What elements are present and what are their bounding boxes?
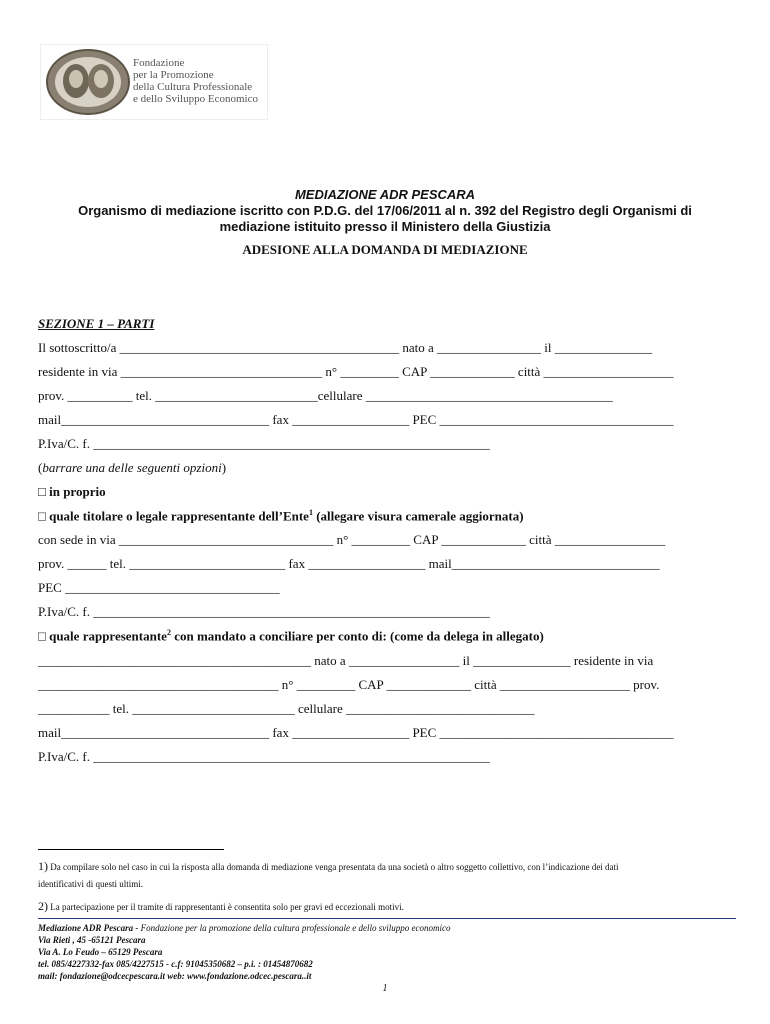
field-line-rep-address[interactable]: _____________________________________ n° _________ CAP _____________ città ____________________ prov. <box>38 677 660 692</box>
footer-contacts: tel. 085/4227332-fax 085/4227515 - c.f: 91045350682 – p.i. : 01454870682 <box>38 959 313 969</box>
option-legal-representative-note: (allegare visura camerale aggiornata) <box>312 508 524 524</box>
field-line-address[interactable]: residente in via _______________________________ n° _________ CAP _____________ città ____________________ <box>38 364 674 379</box>
footer-web: mail: fondazione@odcecpescara.it web: www.fondazione.odcec.pescara..it <box>38 971 312 981</box>
logo-text <box>133 57 258 105</box>
field-line-ente-address[interactable]: con sede in via _________________________________ n° _________ CAP _____________ città _________________ <box>38 532 666 547</box>
document-subtitle-2: mediazione istituito presso il Ministero della Giustizia <box>219 219 551 234</box>
field-line-vat[interactable]: P.Iva/C. f. _____________________________________________________________ <box>38 436 490 451</box>
footnote-1-text: Da compilare solo nel caso in cui la risposta alla domanda di mediazione venga presentata da una società o altro soggetto collettivo, con l’indicazione dei dati <box>48 862 619 872</box>
document-subtitle-1: Organismo di mediazione iscritto con P.D.G. del 17/06/2011 al n. 392 del Registro degli Organismi di <box>78 203 692 218</box>
option-legal-representative-checkbox[interactable] <box>38 508 524 524</box>
field-line-rep-vat[interactable]: P.Iva/C. f. _____________________________________________________________ <box>38 749 490 764</box>
field-line-phone[interactable]: prov. __________ tel. _________________________cellulare ______________________________________ <box>38 388 613 403</box>
footer-address-1: Via Rieti , 45 -65121 Pescara <box>38 935 146 945</box>
option-representative-note: con mandato a conciliare per conto di: (come da delega in allegato) <box>170 628 544 644</box>
field-line-rep-name[interactable]: __________________________________________ nato a _________________ il _______________ residente in via <box>38 653 654 668</box>
footnote-2-number: 2) <box>38 899 48 913</box>
options-hint: (barrare una delle seguenti opzioni) <box>38 460 227 475</box>
section-heading: SEZIONE 1 – PARTI <box>38 316 155 331</box>
logo-line-4: e dello Sviluppo Economico <box>133 93 258 105</box>
option-in-proprio-checkbox[interactable]: □ in proprio <box>38 484 106 499</box>
field-line-ente-contacts[interactable]: prov. ______ tel. ________________________ fax __________________ mail________________________________ <box>38 556 660 571</box>
field-line-rep-phone[interactable]: ___________ tel. _________________________ cellulare _____________________________ <box>38 701 535 716</box>
logo-line-1: Fondazione <box>133 57 185 69</box>
footnote-1-continued: identificativi di questi ultimi. <box>38 879 143 889</box>
footnote-2-text: La partecipazione per il tramite di rappresentanti è consentita solo per gravi ed eccezionali motivi. <box>48 902 404 912</box>
option-representative-label: □ quale rappresentante <box>38 628 167 644</box>
footnote-1 <box>38 859 619 874</box>
foundation-logo <box>40 44 268 120</box>
option-legal-representative-label: □ quale titolare o legale rappresentante dell’Ente <box>38 508 309 524</box>
logo-line-3: della Cultura Professionale <box>133 81 253 93</box>
footnote-ref-2: 2 <box>166 628 171 637</box>
foundation-emblem-icon <box>45 48 131 116</box>
document-title: MEDIAZIONE ADR PESCARA <box>294 187 476 202</box>
footnote-ref-1: 1 <box>308 508 313 517</box>
field-line-name[interactable]: Il sottoscritto/a ___________________________________________ nato a ________________ il _______________ <box>38 340 653 355</box>
footer-address-2: Via A. Lo Feudo – 65129 Pescara <box>38 947 163 957</box>
footer-org-name: Mediazione ADR Pescara - <box>38 923 141 933</box>
logo-line-2: per la Promozione <box>133 69 214 81</box>
footer-organization <box>38 922 450 934</box>
page-number: 1 <box>382 983 388 994</box>
footnote-1-number: 1) <box>38 859 48 873</box>
field-line-rep-mail[interactable]: mail________________________________ fax __________________ PEC ____________________________________ <box>38 725 674 740</box>
form-title: ADESIONE ALLA DOMANDA DI MEDIAZIONE <box>242 242 528 257</box>
field-line-ente-vat[interactable]: P.Iva/C. f. _____________________________________________________________ <box>38 604 490 619</box>
footer-divider <box>38 918 736 919</box>
field-line-mail[interactable]: mail________________________________ fax __________________ PEC ____________________________________ <box>38 412 674 427</box>
footnote-divider <box>38 849 224 850</box>
field-line-ente-pec[interactable]: PEC _________________________________ <box>38 580 280 595</box>
footer-org-description: Fondazione per la promozione della cultura professionale e dello sviluppo economico <box>140 923 451 933</box>
footnote-2 <box>38 899 404 914</box>
options-hint-text: barrare una delle seguenti opzioni <box>42 460 222 475</box>
option-representative-checkbox[interactable] <box>38 628 544 644</box>
